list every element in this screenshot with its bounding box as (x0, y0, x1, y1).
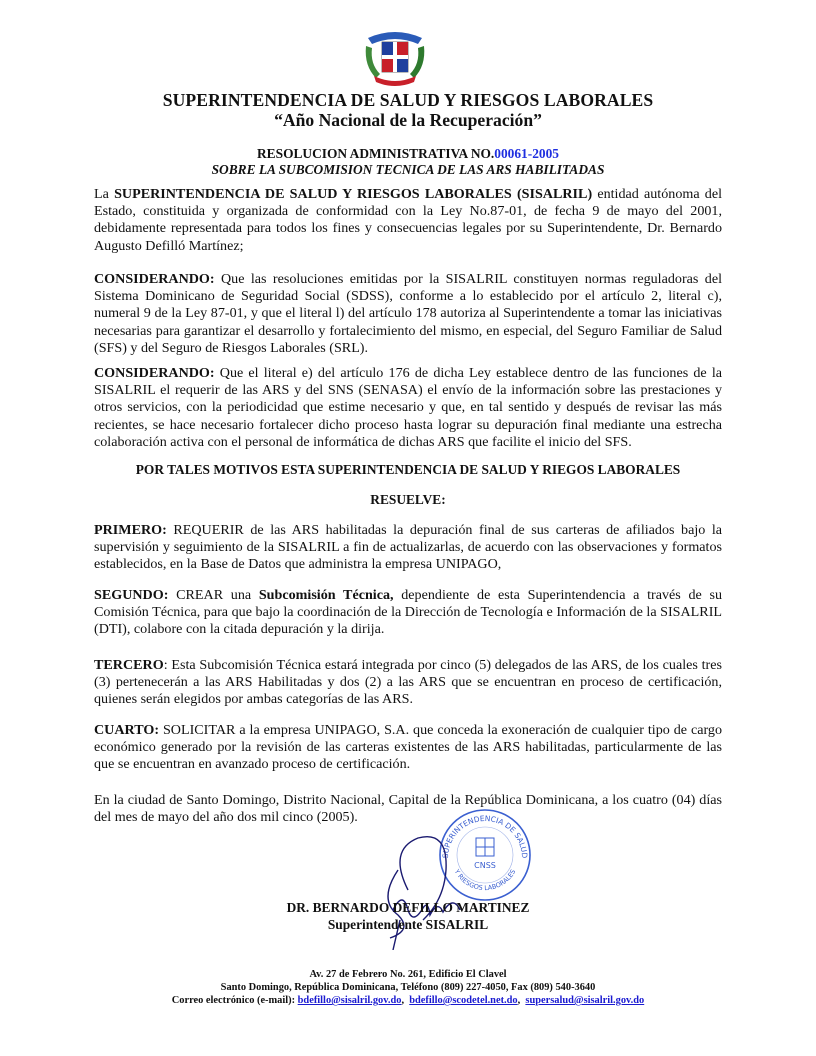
institution-title: SUPERINTENDENCIA DE SALUD Y RIESGOS LABORALES (162, 90, 654, 110)
article-text: CREAR una (168, 587, 259, 603)
intro-paragraph (94, 186, 722, 255)
resolution-heading (0, 146, 816, 162)
article-cuarto (94, 722, 722, 774)
article-text: SOLICITAR a la empresa UNIPAGO, S.A. que conceda la exoneración de cualquier tipo de cargo económico generado por la revisión de las carteras existentes de las ARS habilitadas, particularmente de las que se encuentran en avanzado proceso de certificación. (94, 722, 722, 773)
article-label: PRIMERO: (94, 522, 167, 538)
coat-of-arms-icon (360, 26, 430, 88)
svg-text:SUPERINTENDENCIA DE SALUD: SUPERINTENDENCIA DE SALUD (440, 813, 530, 859)
signatory-role: Superintendente SISALRIL (327, 917, 489, 932)
footer-address: Av. 27 de Febrero No. 261, Edificio El Clavel (309, 969, 507, 980)
article-tercero (94, 657, 722, 709)
article-label: CUARTO: (94, 722, 160, 738)
article-text: dependiente de esta Superintendencia a través de su Comisión Técnica, para que bajo la coordinación de la Dirección de Tecnología e Información de la SISALRIL (DTI), colabore con la citada depuración y la dirija. (94, 587, 722, 638)
email-link[interactable]: supersalud@sisalril.gov.do (525, 995, 645, 1006)
svg-text:CNSS: CNSS (474, 861, 496, 870)
email-link[interactable]: bdefillo@scodetel.net.do (409, 995, 518, 1006)
closing-text: En la ciudad de Santo Domingo, Distrito Nacional, Capital de la República Dominicana, a los cuatro (04) días del mes de mayo del año dos mil cinco (2005). (94, 792, 722, 826)
email-link[interactable]: bdefillo@sisalril.gov.do (297, 995, 402, 1006)
intro-lead: La (94, 186, 115, 202)
article-segundo (94, 587, 722, 639)
resolution-number: 00061-2005 (494, 146, 559, 161)
svg-text:Y RIESGOS LABORALES: Y RIESGOS LABORALES (452, 868, 518, 893)
resolution-prefix: RESOLUCION ADMINISTRATIVA NO. (257, 146, 495, 161)
article-text: REQUERIR de las ARS habilitadas la depuración final de sus carteras de afiliados bajo la supervisión y seguimiento de la SISALRIL a fin de actualizarlas, de acuerdo con las observaciones y formatos establecidos, en la Base de Datos que administra la empresa UNIPAGO, (94, 522, 722, 573)
considerando-label: CONSIDERANDO: (94, 271, 215, 287)
resuelve-heading: RESUELVE: (370, 492, 446, 507)
email-label: Correo electrónico (e-mail): (171, 995, 298, 1006)
footer-emails: Correo electrónico (e-mail): bdefillo@sisalril.gov.do, bdefillo@scodetel.net.do, supersalud@sisalril.gov.do (171, 995, 645, 1006)
article-text: : Esta Subcomisión Técnica estará integrada por cinco (5) delegados de las ARS, de los cuales tres (3) pertenecerán a las ARS Habilitadas y dos (2) a las ARS que se encuentran en proceso de certificación, quienes serán elegidos por ambas categorías de las ARS. (94, 657, 722, 708)
motivos-heading: POR TALES MOTIVOS ESTA SUPERINTENDENCIA DE SALUD Y RIEGOS LABORALES (135, 462, 681, 477)
article-primero (94, 522, 722, 574)
considerando-text: Que el literal e) del artículo 176 de dicha Ley establece dentro de las funciones de la SISALRIL el requerir de las ARS y del SNS (SENASA) el envío de la información sobre las prestaciones y otros servicios, con la periodicidad que estime necesario y que, en tal sentido y después de revisar las más recientes, se hace necesario fortalecer dicho proceso hasta lograr su depuración final mediante una estrecha colaboración activa con el personal de informática de dichas ARS que facilite el inicio del SFS. (94, 365, 722, 450)
considerando-2 (94, 365, 722, 451)
considerando-label: CONSIDERANDO: (94, 365, 215, 381)
year-motto: “Año Nacional de la Recuperación” (274, 110, 542, 130)
article-emphasis: Subcomisión Técnica, (258, 587, 394, 603)
article-label: SEGUNDO: (94, 587, 169, 603)
intro-entity: SUPERINTENDENCIA DE SALUD Y RIESGOS LABORALES (SISALRIL) (114, 186, 593, 202)
signatory-name: DR. BERNARDO DEFILLO MARTINEZ (286, 900, 530, 915)
resolution-subject: SOBRE LA SUBCOMISION TECNICA DE LAS ARS HABILITADAS (211, 162, 605, 177)
footer-contact: Santo Domingo, República Dominicana, Teléfono (809) 227-4050, Fax (809) 540-3640 (220, 982, 596, 993)
closing-paragraph (94, 792, 722, 826)
considerando-text: Que las resoluciones emitidas por la SISALRIL constituyen normas reguladoras del Sistema Dominicano de Seguridad Social (SDSS), conforme a lo establecido por el artículo 2, literal c), numeral 9 de la Ley 87-01, y que el literal l) del artículo 178 autoriza al Superintendente a tomar las iniciativas necesarias para garantizar el desarrollo y fortalecimiento del mismo, en especial, del Seguro Familiar de Salud (SFS) y del Seguro de Riesgos Laborales (SRL). (94, 271, 722, 356)
intro-text: entidad autónoma del Estado, constituida y organizada de conformidad con la Ley No.87-01, de fecha 9 de mayo del 2001, debidamente representada para todos los fines y consecuencias legales por su Superintendente, Dr. Bernardo Augusto Defilló Martínez; (94, 186, 722, 254)
article-label: TERCERO (94, 657, 164, 673)
considerando-1 (94, 271, 722, 357)
